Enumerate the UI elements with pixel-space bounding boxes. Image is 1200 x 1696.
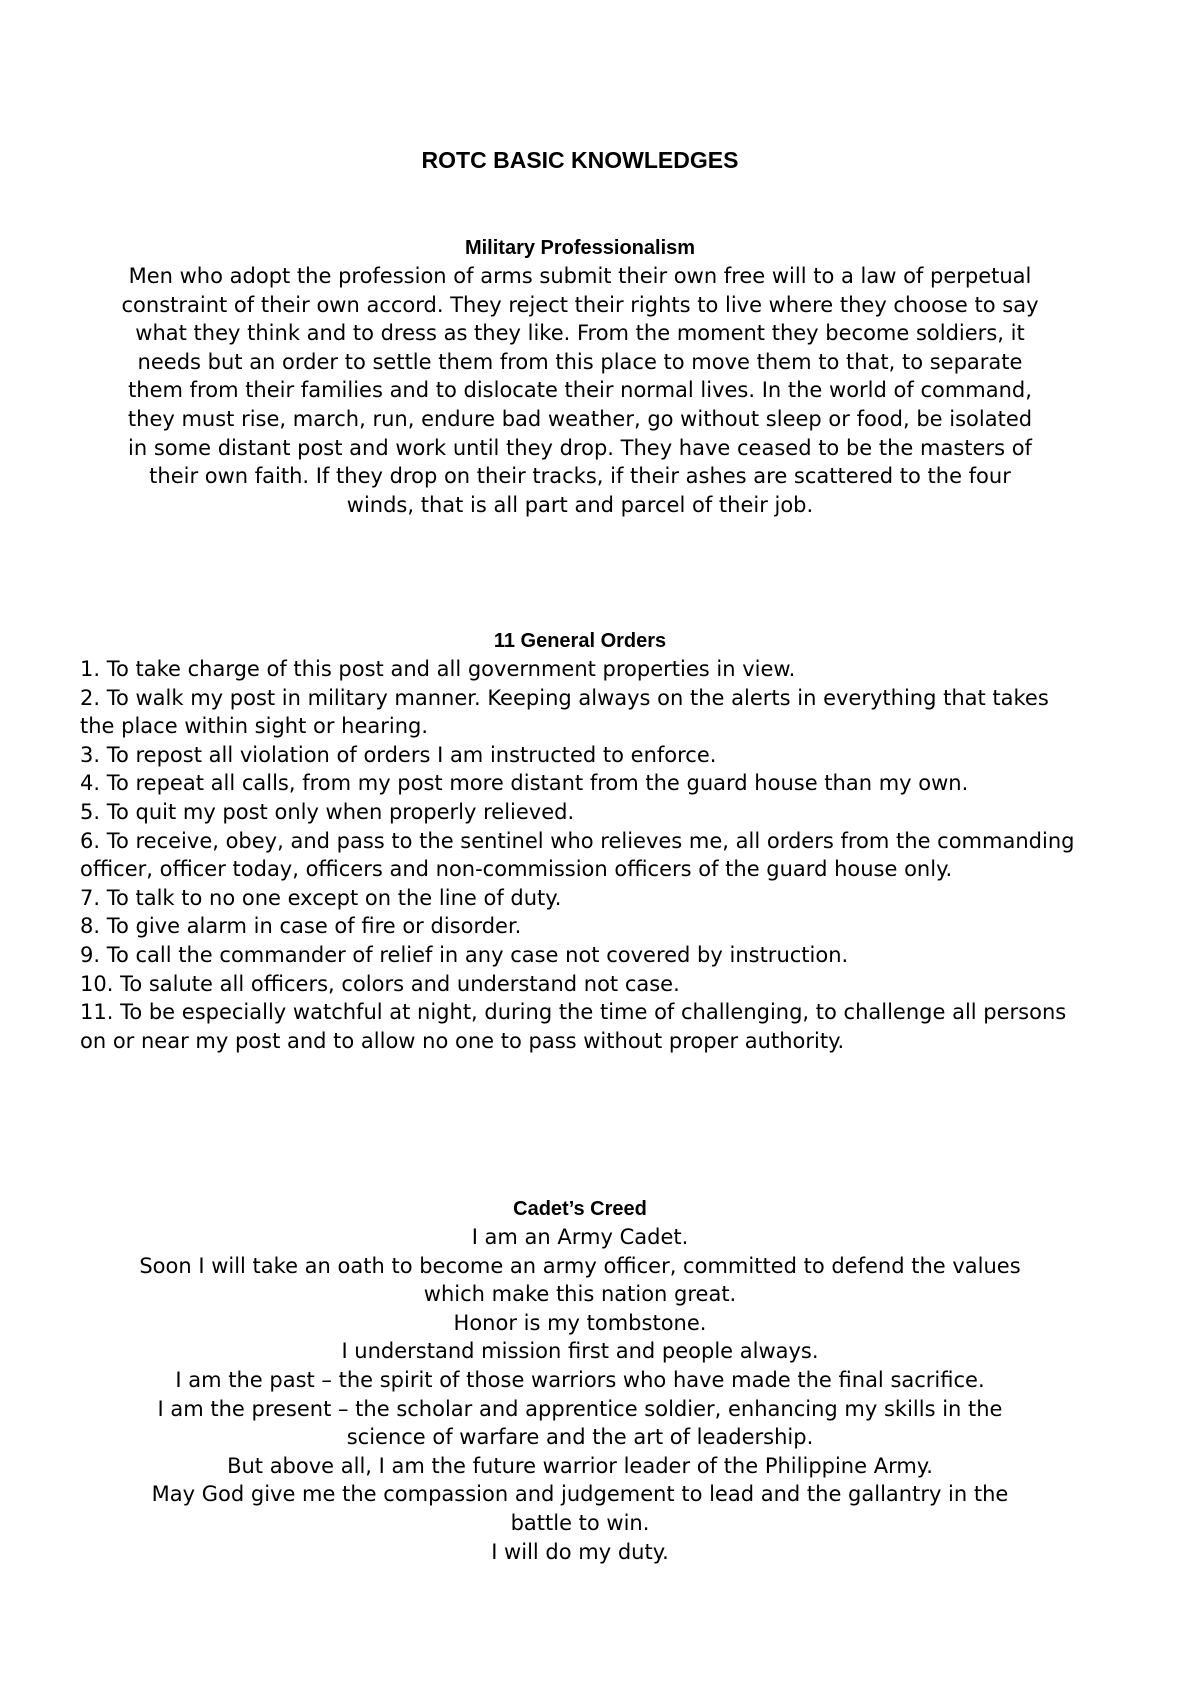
general-order-item: 10. To salute all officers, colors and understand not case. (80, 971, 680, 996)
general-order-item: 4. To repeat all calls, from my post more distant from the guard house than my own. (80, 771, 969, 796)
document-title: ROTC BASIC KNOWLEDGES (421, 147, 739, 173)
creed-line: Soon I will take an oath to become an army officer, committed to defend the values which make this nation great. (139, 1253, 1021, 1307)
document-page (80, 0, 1080, 1696)
military-professionalism-text: Men who adopt the profession of arms submit their own free will to a law of perpetual constraint of their own accord. They reject their rights to live where they choose to say what they think and to dress as they like. From the moment they become soldiers, it needs but an order to settle them from this place to move them to that, to separate them from their families and to dislocate their normal lives. In the world of command, they must rise, march, run, endure bad weather, go without sleep or food, be isolated in some distant post and work until they drop. They have ceased to be the masters of their own faith. If they drop on their tracks, if their ashes are scattered to the four winds, that is all part and parcel of their job. (121, 264, 1039, 517)
general-orders-heading: 11 General Orders (493, 630, 667, 652)
general-orders-section (80, 628, 1080, 1055)
general-order-item: 7. To talk to no one except on the line of duty. (80, 885, 562, 910)
creed-line: I am the present – the scholar and apprentice soldier, enhancing my skills in the science of warfare and the art of leadership. (157, 1396, 1003, 1450)
cadets-creed-section (80, 1196, 1080, 1566)
creed-line: Honor is my tombstone. (453, 1310, 707, 1335)
general-order-item: 9. To call the commander of relief in any case not covered by instruction. (80, 942, 849, 967)
military-professionalism-heading: Military Professionalism (464, 237, 696, 259)
creed-line: I am an Army Cadet. (471, 1225, 689, 1249)
general-order-item: 8. To give alarm in case of fire or disorder. (80, 914, 522, 939)
general-order-item: 11. To be especially watchful at night, during the time of challenging, to challenge all persons on or near my post and to allow no one to pass without proper authority. (80, 1000, 1067, 1053)
general-order-item: 2. To walk my post in military manner. Keeping always on the alerts in everything that takes the place within sight or hearing. (80, 685, 1049, 739)
military-professionalism-section (80, 235, 1080, 519)
general-order-item: 1. To take charge of this post and all government properties in view. (80, 657, 796, 681)
creed-line: I am the past – the spirit of those warriors who have made the final sacrifice. (175, 1367, 985, 1392)
general-order-item: 3. To repost all violation of orders I am instructed to enforce. (80, 742, 717, 767)
creed-line: I understand mission first and people always. (341, 1339, 819, 1364)
creed-line: I will do my duty. (491, 1539, 669, 1564)
general-order-item: 6. To receive, obey, and pass to the sentinel who relieves me, all orders from the commanding officer, officer today, officers and non-commission officers of the guard house only. (80, 828, 1075, 882)
creed-line: But above all, I am the future warrior leader of the Philippine Army. (227, 1453, 933, 1478)
general-orders-list (80, 655, 1080, 1055)
creed-line: May God give me the compassion and judgement to lead and the gallantry in the battle to win. (151, 1482, 1009, 1535)
general-order-item: 5. To quit my post only when properly relieved. (80, 799, 575, 824)
cadets-creed-heading: Cadet’s Creed (513, 1198, 647, 1220)
